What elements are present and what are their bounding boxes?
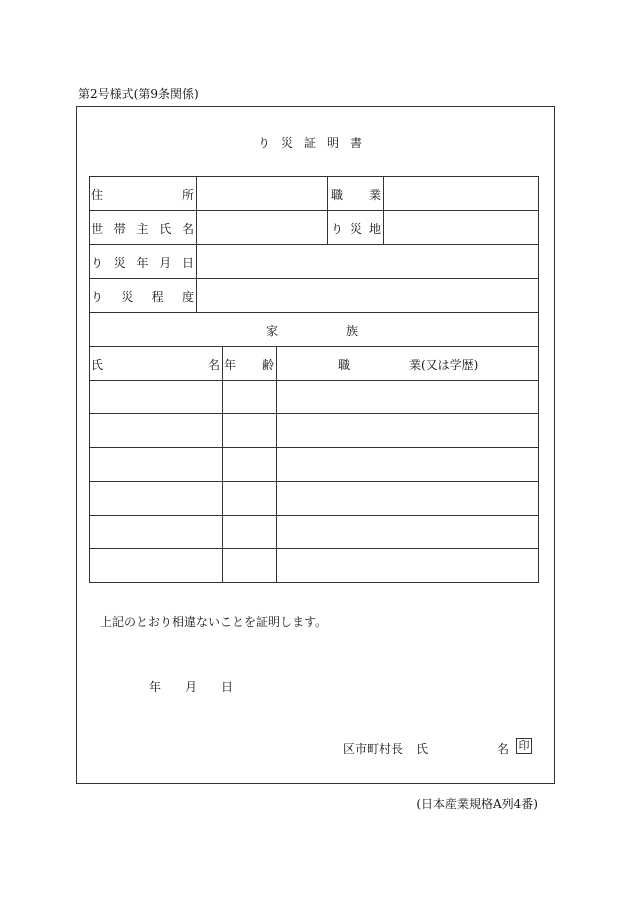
column-header-job-rest: 業(又は学歴) xyxy=(409,358,479,372)
signer-mei: 名 xyxy=(497,742,510,756)
column-header-name: 氏 名 xyxy=(91,358,220,372)
table-hline xyxy=(89,210,539,211)
family-row-4-name[interactable] xyxy=(92,490,220,506)
table-hline xyxy=(89,481,539,482)
label-address: 住 所 xyxy=(91,188,194,202)
family-row-5-age[interactable] xyxy=(225,524,274,540)
document-title: り災証明書 xyxy=(257,136,373,150)
table-vline-right xyxy=(538,176,539,583)
form-number: 第2号様式(第9条関係) xyxy=(78,87,199,101)
family-row-2-name[interactable] xyxy=(92,422,220,438)
table-hline xyxy=(89,582,539,583)
table-hline xyxy=(89,380,539,381)
damage-degree-value[interactable] xyxy=(196,288,534,304)
table-hline xyxy=(89,548,539,549)
column-header-job-first: 職 xyxy=(338,358,351,372)
family-row-6-job[interactable] xyxy=(279,557,535,573)
family-row-1-name[interactable] xyxy=(92,389,220,405)
table-hline xyxy=(89,176,539,177)
label-disaster-date: り 災 年 月 日 xyxy=(91,256,194,270)
family-row-3-name[interactable] xyxy=(92,456,220,472)
table-vline-mid xyxy=(327,176,328,244)
family-row-1-age[interactable] xyxy=(225,389,274,405)
label-disaster-place: り 災 地 xyxy=(331,222,381,236)
family-row-3-age[interactable] xyxy=(225,456,274,472)
table-hline xyxy=(89,515,539,516)
family-row-5-name[interactable] xyxy=(92,524,220,540)
table-vline-family-2 xyxy=(276,346,277,582)
paper-size-note: (日本産業規格A列4番) xyxy=(416,797,538,811)
table-hline xyxy=(89,244,539,245)
family-row-5-job[interactable] xyxy=(279,524,535,540)
signer-shi: 氏 xyxy=(416,742,429,756)
form-frame xyxy=(76,106,555,784)
table-vline-family-1 xyxy=(222,346,223,582)
family-row-2-age[interactable] xyxy=(225,422,274,438)
head-name-value[interactable] xyxy=(196,220,324,236)
table-hline xyxy=(89,413,539,414)
label-occupation: 職 業 xyxy=(331,188,381,202)
column-header-age: 年 齢 xyxy=(224,358,274,372)
family-row-2-job[interactable] xyxy=(279,422,535,438)
table-hline xyxy=(89,346,539,347)
label-head-name: 世 帯 主 氏 名 xyxy=(91,222,194,236)
family-row-4-job[interactable] xyxy=(279,490,535,506)
table-hline xyxy=(89,312,539,313)
seal-mark: 印 xyxy=(516,738,532,754)
disaster-date-value[interactable] xyxy=(196,254,534,270)
label-damage-degree: り 災 程 度 xyxy=(91,290,194,304)
date-month: 月 xyxy=(185,680,198,694)
family-row-1-job[interactable] xyxy=(279,389,535,405)
table-hline xyxy=(89,278,539,279)
disaster-place-value[interactable] xyxy=(384,220,534,236)
date-year: 年 xyxy=(149,680,162,694)
certification-statement: 上記のとおり相違ないことを証明します。 xyxy=(100,615,328,629)
family-section-header: 家 族 xyxy=(266,324,358,338)
family-row-6-age[interactable] xyxy=(225,557,274,573)
occupation-value[interactable] xyxy=(384,186,534,202)
signer-office: 区市町村長 xyxy=(343,742,404,756)
family-row-4-age[interactable] xyxy=(225,490,274,506)
table-hline xyxy=(89,447,539,448)
family-row-6-name[interactable] xyxy=(92,557,220,573)
family-row-3-job[interactable] xyxy=(279,456,535,472)
address-value[interactable] xyxy=(196,186,324,202)
table-vline-left xyxy=(89,176,90,583)
date-day: 日 xyxy=(221,680,234,694)
